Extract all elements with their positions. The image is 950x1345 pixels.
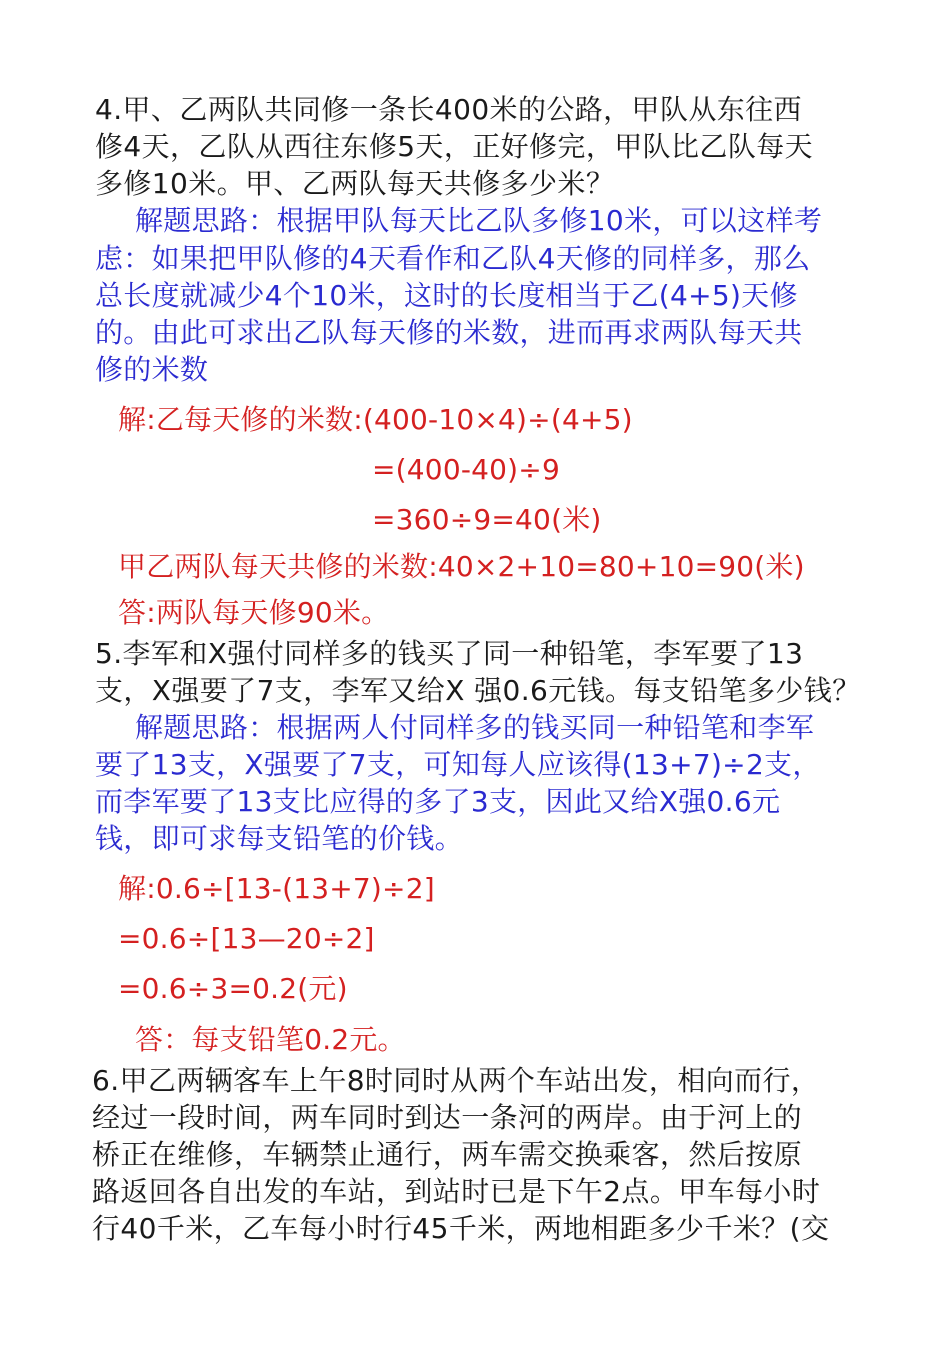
problem6-question-line-5: 行40千米，乙车每小时行45千米，两地相距多少千米？(交	[92, 1212, 830, 1245]
problem4-hint-line-1: 解题思路：根据甲队每天比乙队多修10米，可以这样考	[135, 204, 823, 237]
problem5-hint-line-4: 钱，即可求每支铅笔的价钱。	[95, 822, 463, 855]
problem5-question-line-2: 支，X强要了7支，李军又给X 强0.6元钱。每支铅笔多少钱？	[95, 674, 861, 707]
problem5-solution-line-1: 解:0.6÷[13-(13+7)÷2]	[118, 872, 435, 905]
problem4-hint-line-2: 虑：如果把甲队修的4天看作和乙队4天修的同样多，那么	[95, 242, 811, 275]
problem4-solution-line-1: 解:乙每天修的米数:(400-10×4)÷(4+5)	[118, 403, 633, 436]
problem4-question-line-2: 修4天，乙队从西往东修5天，正好修完，甲队比乙队每天	[95, 130, 814, 163]
problem4-hint-line-5: 修的米数	[95, 353, 209, 386]
problem4-hint-line-3: 总长度就减少4个10米，这时的长度相当于乙(4+5)天修	[95, 279, 798, 312]
problem5-solution-line-2: =0.6÷[13—20÷2]	[118, 922, 375, 955]
problem6-question-line-1: 6.甲乙两辆客车上午8时同时从两个车站出发，相向而行，	[92, 1064, 820, 1097]
problem6-question-line-3: 桥正在维修，车辆禁止通行，两车需交换乘客，然后按原	[92, 1138, 803, 1171]
problem4-question-line-1: 4.甲、乙两队共同修一条长400米的公路，甲队从东往西	[95, 93, 802, 126]
problem5-solution-line-3: =0.6÷3=0.2(元)	[118, 972, 348, 1005]
problem5-question-line-1: 5.李军和X强付同样多的钱买了同一种铅笔，李军要了13	[95, 637, 804, 670]
problem6-question-line-4: 路返回各自出发的车站，到站时已是下午2点。甲车每小时	[92, 1175, 821, 1208]
problem6-question-line-2: 经过一段时间，两车同时到达一条河的两岸。由于河上的	[92, 1101, 803, 1134]
problem4-solution-line-4: 甲乙两队每天共修的米数:40×2+10=80+10=90(米)	[118, 550, 805, 583]
problem4-solution-line-2: =(400-40)÷9	[372, 453, 560, 486]
problem4-solution-line-3: =360÷9=40(米)	[372, 503, 602, 536]
problem4-hint-line-4: 的。由此可求出乙队每天修的米数，进而再求两队每天共	[95, 316, 803, 349]
problem5-hint-line-1: 解题思路：根据两人付同样多的钱买同一种铅笔和李军	[135, 711, 815, 744]
problem4-answer: 答:两队每天修90米。	[118, 596, 390, 629]
problem4-question-line-3: 多修10米。甲、乙两队每天共修多少米？	[95, 167, 615, 200]
problem5-answer: 答：每支铅笔0.2元。	[135, 1023, 406, 1056]
problem5-hint-line-3: 而李军要了13支比应得的多了3支，因此又给X强0.6元	[95, 785, 781, 818]
problem5-hint-line-2: 要了13支，X强要了7支，可知每人应该得(13+7)÷2支，	[95, 748, 821, 781]
